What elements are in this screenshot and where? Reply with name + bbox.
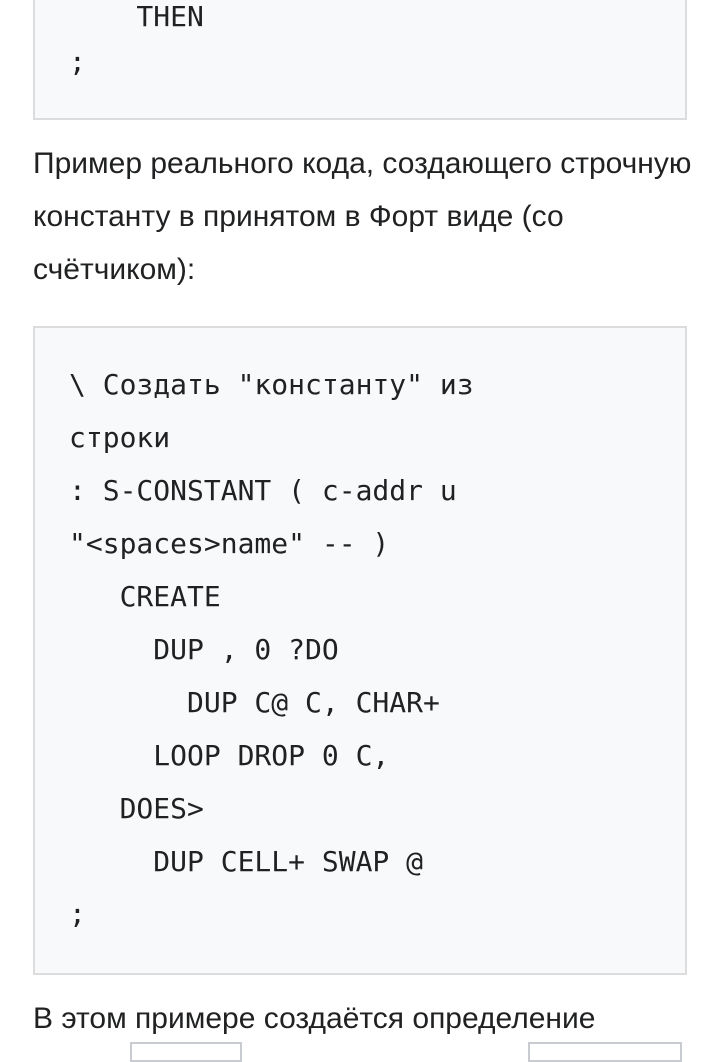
code-line: ;	[69, 897, 86, 930]
code-line: \ Создать "константу" из	[69, 368, 474, 401]
paragraph-string-constant-intro: Пример реального кода, создающего строчную константу в принятом в Форт виде (со счётчиком):	[33, 147, 692, 286]
inline-code-fragment	[130, 1042, 242, 1062]
paragraph-explanation: В этом примере создаётся определение	[33, 1002, 596, 1035]
code-line: DUP C@ C, CHAR+	[69, 686, 440, 719]
code-line: DUP CELL+ SWAP @	[69, 845, 424, 878]
code-line: "<spaces>name" -- )	[69, 527, 390, 560]
code-block-s-constant	[33, 326, 687, 975]
code-line: ;	[69, 45, 86, 78]
code-line: LOOP DROP 0 C,	[69, 739, 390, 772]
code-block-top	[33, 0, 687, 120]
code-line: DOES>	[69, 792, 204, 825]
code-line: : S-CONSTANT ( c-addr u	[69, 474, 457, 507]
code-line: строки	[69, 421, 171, 454]
code-line: THEN	[69, 0, 204, 33]
code-line: CREATE	[69, 580, 221, 613]
code-line: DUP , 0 ?DO	[69, 633, 339, 666]
inline-code-fragment	[528, 1042, 682, 1062]
